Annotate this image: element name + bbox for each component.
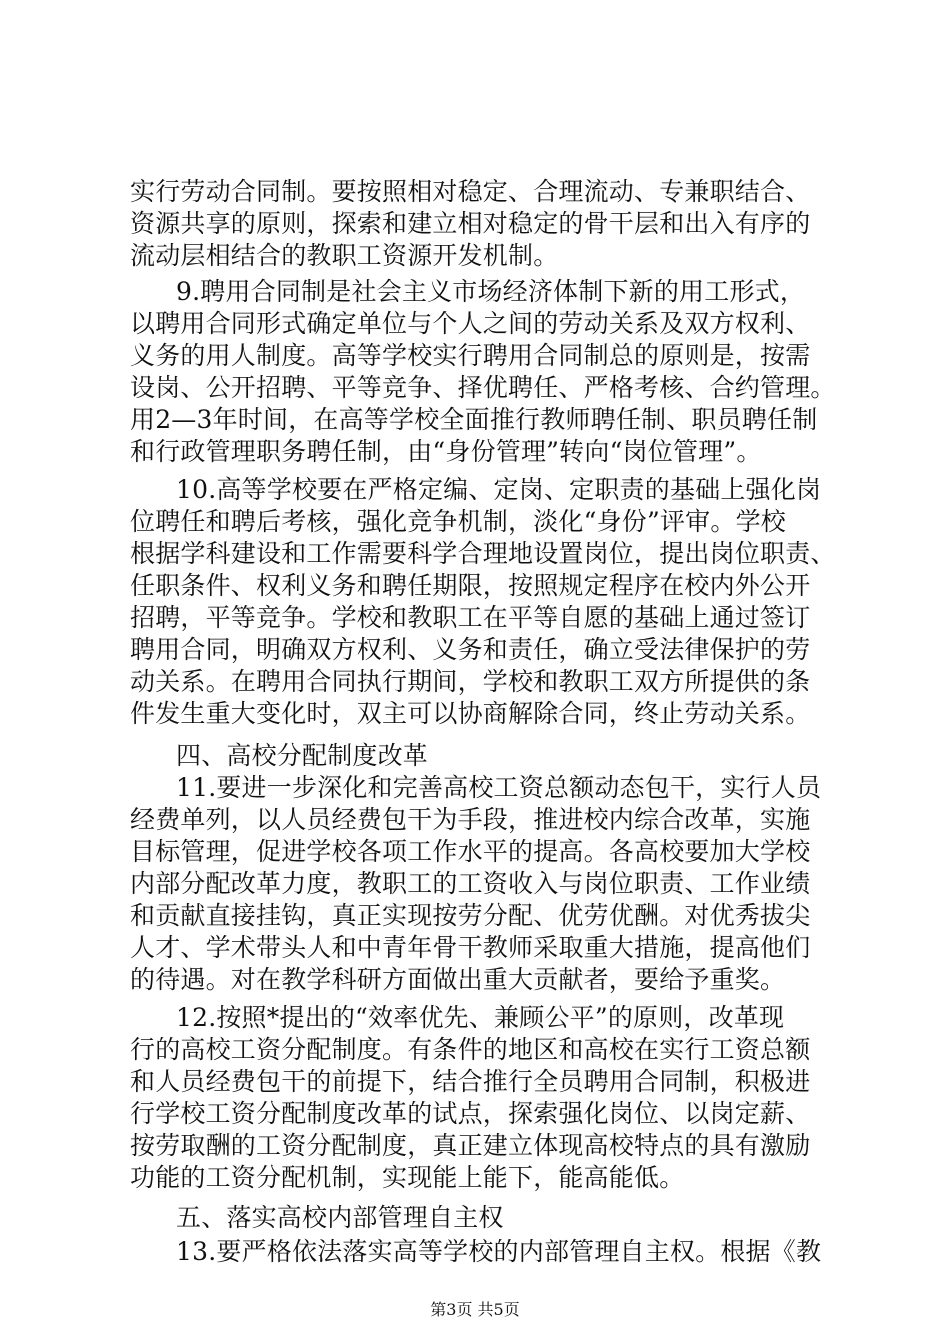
body-text-line: 按劳取酬的工资分配制度，真正建立体现高校特点的具有激励 [130, 1131, 811, 1160]
paragraph-first-line: 9.聘用合同制是社会主义市场经济体制下新的用工形式， [176, 277, 806, 306]
paragraph-first-line: 12.按照*提出的“效率优先、兼顾公平”的原则，改革现 [176, 1003, 785, 1032]
body-text-line: 件发生重大变化时，双主可以协商解除合同，终止劳动关系。 [130, 699, 811, 728]
body-text-line: 实行劳动合同制。要按照相对稳定、合理流动、专兼职结合、 [130, 177, 811, 206]
body-text-line: 经费单列，以人员经费包干为手段，推进校内综合改革，实施 [130, 805, 811, 834]
paragraph-first-line: 11.要进一步深化和完善高校工资总额动态包干，实行人员 [176, 773, 822, 802]
body-text-line: 流动层相结合的教职工资源开发机制。 [130, 241, 559, 270]
body-text-line: 和人员经费包干的前提下，结合推行全员聘用合同制，积极进 [130, 1067, 811, 1096]
page-footer: 第3页 共5页 [430, 1300, 520, 1319]
body-text-line: 招聘，平等竞争。学校和教职工在平等自愿的基础上通过签订 [130, 603, 811, 632]
body-text-line: 和行政管理职务聘任制，由“身份管理”转向“岗位管理”。 [130, 437, 762, 466]
body-text-line: 根据学科建设和工作需要科学合理地设置岗位，提出岗位职责、 [130, 539, 836, 568]
paragraph-first-line-last: 13.要严格依法落实高等学校的内部管理自主权。根据《教 [176, 1237, 822, 1266]
body-text-line: 的待遇。对在教学科研方面做出重大贡献者，要给予重奖。 [130, 965, 786, 994]
body-text-line: 用2—3年时间，在高等学校全面推行教师聘任制、职员聘任制 [130, 405, 818, 434]
body-text-line: 行的高校工资分配制度。有条件的地区和高校在实行工资总额 [130, 1035, 811, 1064]
body-text-line: 内部分配改革力度，教职工的工资收入与岗位职责、工作业绩 [130, 869, 811, 898]
section-heading: 五、落实高校内部管理自主权 [176, 1203, 504, 1232]
body-text-line: 行学校工资分配制度改革的试点，探索强化岗位、以岗定薪、 [130, 1099, 811, 1128]
body-text-line: 功能的工资分配机制，实现能上能下，能高能低。 [130, 1163, 685, 1192]
body-text-line: 设岗、公开招聘、平等竞争、择优聘任、严格考核、合约管理。 [130, 373, 836, 402]
body-text-line: 人才、学术带头人和中青年骨干教师采取重大措施，提高他们 [130, 933, 811, 962]
body-text-line: 和贡献直接挂钩，真正实现按劳分配、优劳优酬。对优秀拔尖 [130, 901, 811, 930]
body-text-line: 义务的用人制度。高等学校实行聘用合同制总的原则是，按需 [130, 341, 811, 370]
body-text-line: 资源共享的原则，探索和建立相对稳定的骨干层和出入有序的 [130, 209, 811, 238]
paragraph-first-line: 10.高等学校要在严格定编、定岗、定职责的基础上强化岗 [176, 475, 822, 504]
body-text-line: 聘用合同，明确双方权利、义务和责任，确立受法律保护的劳 [130, 635, 811, 664]
body-text-line: 以聘用合同形式确定单位与个人之间的劳动关系及双方权利、 [130, 309, 811, 338]
body-text-line: 目标管理，促进学校各项工作水平的提高。各高校要加大学校 [130, 837, 811, 866]
body-text-line: 动关系。在聘用合同执行期间，学校和教职工双方所提供的条 [130, 667, 811, 696]
body-text-line: 任职条件、权利义务和聘任期限，按照规定程序在校内外公开 [130, 571, 811, 600]
body-text-line: 位聘任和聘后考核，强化竞争机制，淡化“身份”评审。学校 [130, 507, 786, 536]
section-heading: 四、高校分配制度改革 [176, 741, 429, 770]
